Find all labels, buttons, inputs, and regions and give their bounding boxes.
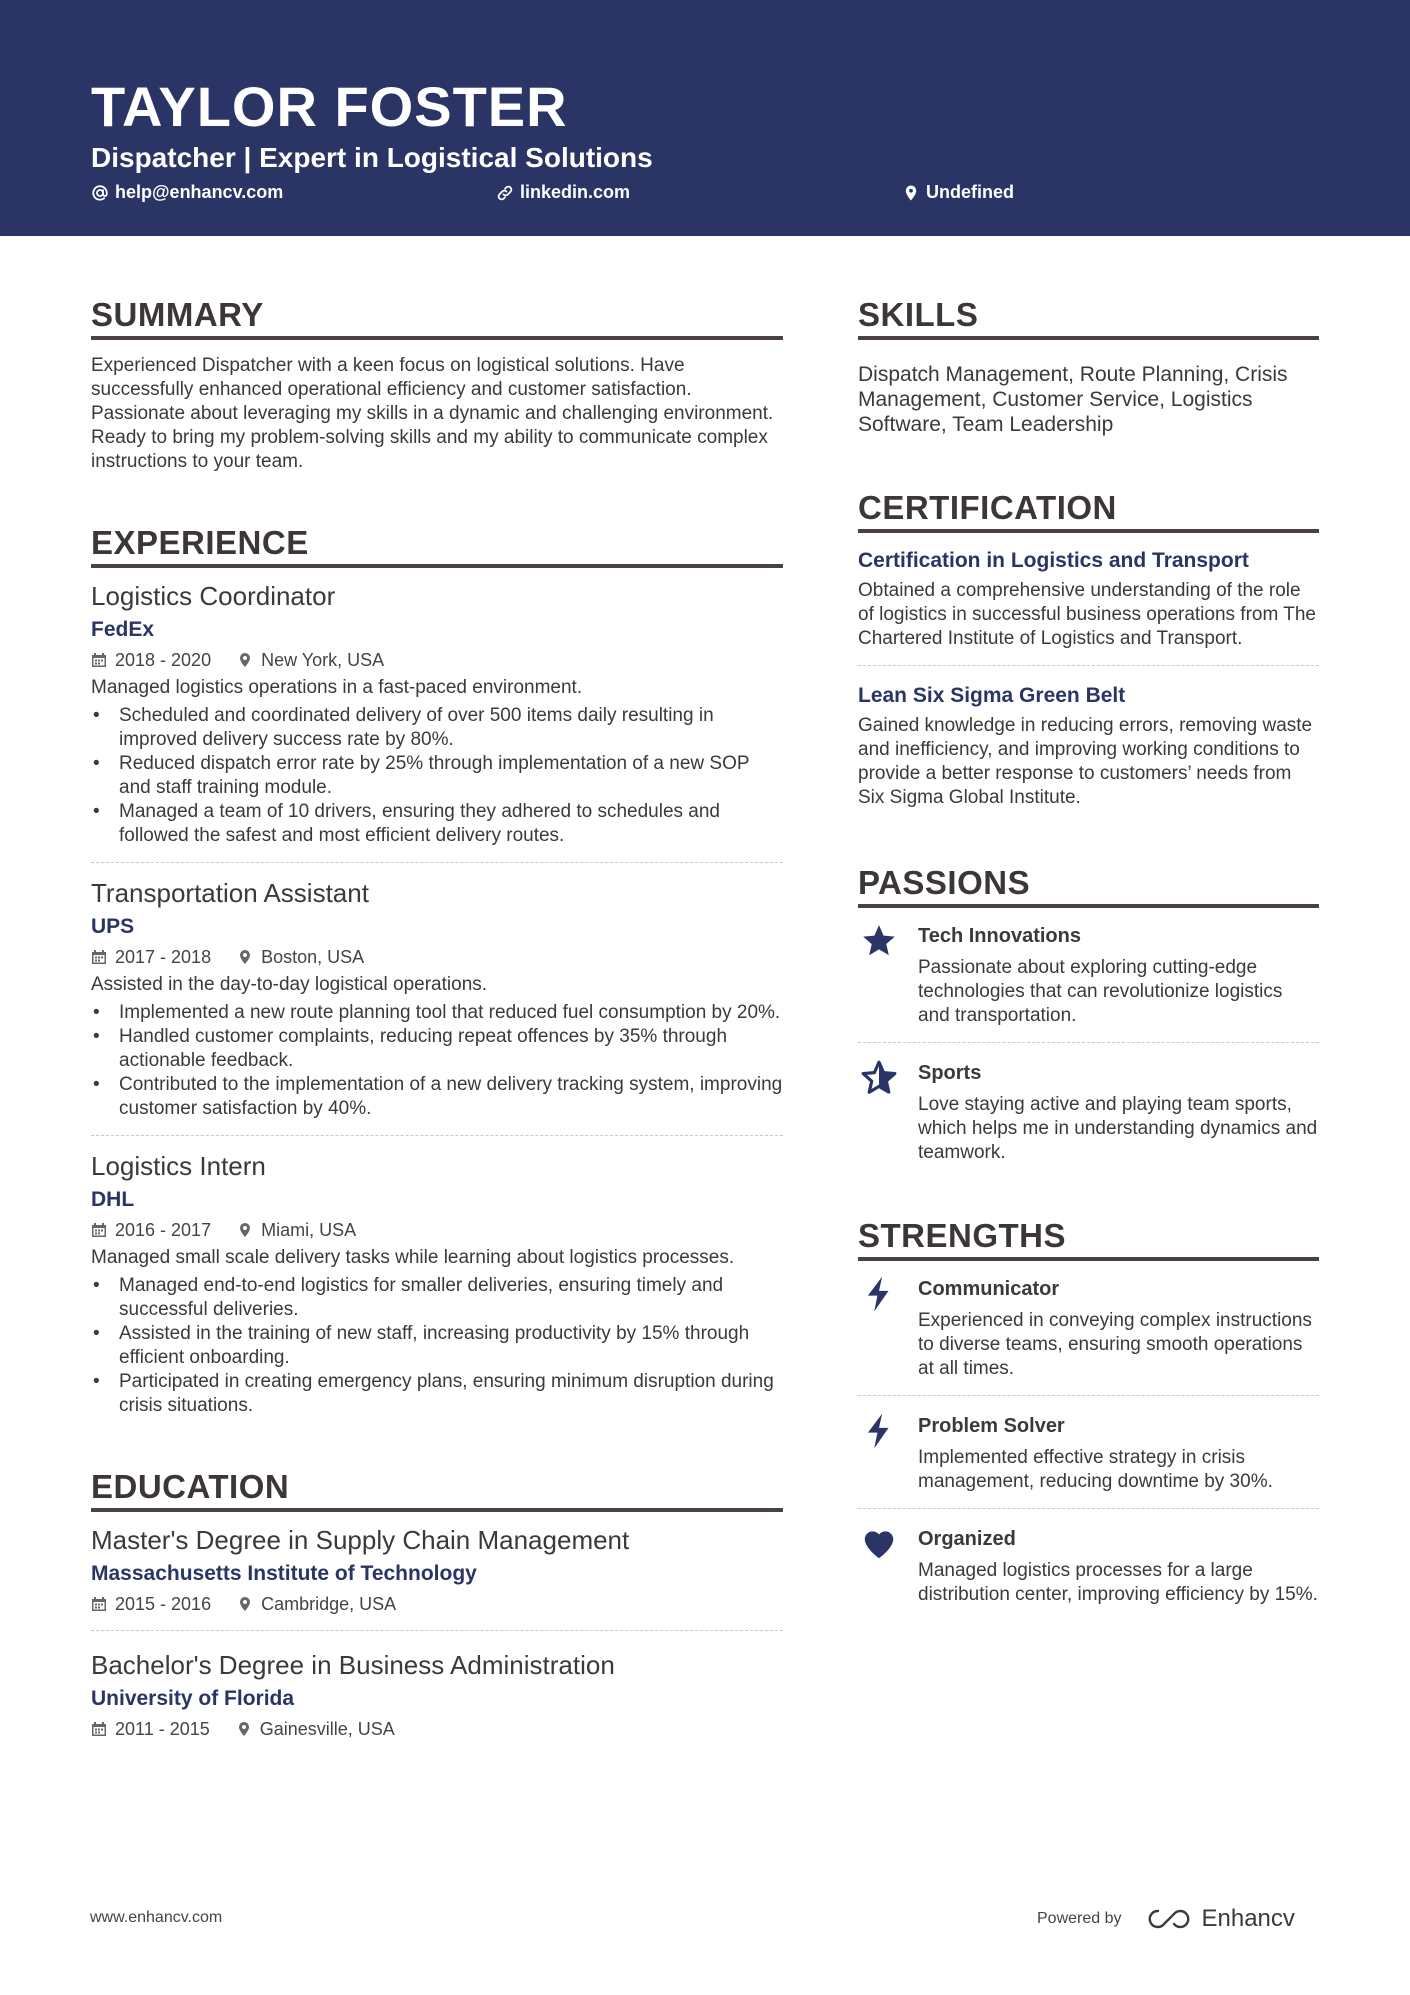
education-dates: 2015 - 2016 [115,1594,212,1614]
certification-title: Lean Six Sigma Green Belt [858,684,1126,707]
job-location: Boston, USA [261,947,365,967]
right-column [858,296,1319,1621]
bullet-item: • Scheduled and coordinated delivery of over 500 items daily resulting in improved delivery success rate by 80%. [91,704,783,752]
strength-entry [858,1395,1319,1508]
summary-section [91,296,783,474]
link-icon [496,184,514,202]
job-entry [91,580,783,862]
job-dates: 2016 - 2017 [115,1220,212,1240]
contact-linkedin[interactable] [496,182,630,203]
education-meta [91,1717,783,1741]
certification-text: Obtained a comprehensive understanding of the role of logistics in successful business operations from The Chartered Institute of Logistics and Transport. [858,580,1316,649]
education-location: Cambridge, USA [261,1594,397,1614]
education-heading: EDUCATION [91,1468,783,1512]
footer-website[interactable]: www.enhancv.com [90,1909,223,1926]
certification-section [858,489,1319,824]
strength-text: Managed logistics processes for a large distribution center, improving efficiency by 15%. [918,1560,1318,1605]
bullet-item: • Managed a team of 10 drivers, ensuring they adhered to schedules and followed the safest and most efficient delivery routes. [91,800,783,848]
certification-entry [858,665,1319,824]
bullet-item: • Assisted in the training of new staff, increasing productivity by 15% through efficient onboarding. [91,1322,783,1370]
education-dates: 2011 - 2015 [115,1719,210,1739]
bullet-item: • Handled customer complaints, reducing repeat offences by 35% through actionable feedback. [91,1025,783,1073]
strengths-heading: STRENGTHS [858,1217,1319,1261]
strength-entry [858,1508,1319,1621]
job-title: Logistics Coordinator [91,581,336,611]
certification-entry [858,547,1319,665]
contact-email[interactable] [91,182,283,203]
lightning-icon [860,1275,898,1313]
passions-section [858,864,1319,1179]
calendar-icon [91,1222,107,1238]
passion-entry [858,1042,1319,1179]
powered-by-text: Powered by [1037,1910,1122,1927]
school-name: Massachusetts Institute of Technology [91,1562,477,1585]
passion-title: Sports [918,1062,982,1084]
candidate-title: Dispatcher | Expert in Logistical Solutions [91,142,653,173]
job-title: Transportation Assistant [91,878,369,908]
bullet-item: • Implemented a new route planning tool that reduced fuel consumption by 20%. [91,1001,783,1025]
job-meta [91,648,783,672]
job-description: Assisted in the day-to-day logistical operations. [91,974,488,995]
education-meta [91,1592,783,1616]
company-name: FedEx [91,618,155,641]
lightning-icon [860,1412,898,1450]
bullet-item: • Managed end-to-end logistics for smaller deliveries, ensuring timely and successful deliveries. [91,1274,783,1322]
bullet-item: • Participated in creating emergency plans, ensuring minimum disruption during crisis situations. [91,1370,783,1418]
company-name: UPS [91,915,135,938]
skills-section [858,296,1319,437]
location-pin-icon [237,652,253,668]
job-title: Logistics Intern [91,1151,266,1181]
location-text: Undefined [926,182,1014,202]
footer-branding [1037,1905,1295,1933]
degree-title: Master's Degree in Supply Chain Management [91,1525,630,1555]
heart-icon [860,1525,898,1563]
location-pin-icon [237,1222,253,1238]
brand-name: Enhancv [1201,1905,1295,1932]
calendar-icon [91,949,107,965]
location-pin-icon [237,1596,253,1612]
job-dates: 2017 - 2018 [115,947,212,967]
degree-title: Bachelor's Degree in Business Administration [91,1650,615,1680]
company-name: DHL [91,1188,135,1211]
strength-title: Communicator [918,1278,1060,1300]
job-bullets [91,1001,783,1121]
bullet-item: • Contributed to the implementation of a new delivery tracking system, improving customer satisfaction by 40%. [91,1073,783,1121]
job-location: Miami, USA [261,1220,357,1240]
candidate-name: TAYLOR FOSTER [91,75,568,138]
linkedin-text: linkedin.com [520,182,631,202]
bullet-item: • Reduced dispatch error rate by 25% through implementation of a new SOP and staff training module. [91,752,783,800]
certification-heading: CERTIFICATION [858,489,1319,533]
job-meta [91,1218,783,1242]
job-entry [91,862,783,1135]
strengths-section [858,1217,1319,1621]
certification-text: Gained knowledge in reducing errors, removing waste and inefficiency, and improving working conditions to provide a better response to customers’ needs from Six Sigma Global Institute. [858,715,1313,808]
calendar-icon [91,1721,107,1737]
skills-heading: SKILLS [858,296,1319,340]
job-description: Managed small scale delivery tasks while learning about logistics processes. [91,1247,735,1268]
strength-title: Organized [918,1528,1016,1550]
education-section [91,1468,783,1755]
skills-text: Dispatch Management, Route Planning, Crisis Management, Customer Service, Logistics Software, Team Leadership [858,363,1288,436]
passions-heading: PASSIONS [858,864,1319,908]
passion-text: Love staying active and playing team sports, which helps me in understanding dynamics and teamwork. [918,1094,1318,1163]
passion-title: Tech Innovations [918,925,1081,947]
strength-title: Problem Solver [918,1415,1065,1437]
email-text: help@enhancv.com [115,182,284,202]
enhancv-logo[interactable] [1146,1905,1295,1933]
job-location: New York, USA [261,650,385,670]
enhancv-logo-icon [1146,1907,1192,1931]
certification-title: Certification in Logistics and Transport [858,549,1249,572]
education-location: Gainesville, USA [259,1719,395,1739]
job-dates: 2018 - 2020 [115,650,212,670]
strength-entry [858,1275,1319,1395]
header-banner [0,0,1410,236]
education-entry [91,1524,783,1630]
location-pin-icon [237,949,253,965]
experience-section [91,524,783,1432]
school-name: University of Florida [91,1687,295,1710]
location-pin-icon [902,184,920,202]
passion-text: Passionate about exploring cutting-edge technologies that can revolutionize logistics and transportation. [918,957,1283,1026]
job-bullets [91,1274,783,1418]
job-bullets [91,704,783,848]
star-icon [860,922,898,960]
star-outline-icon [860,1059,898,1097]
location-pin-icon [236,1721,252,1737]
calendar-icon [91,1596,107,1612]
left-column [91,296,783,1755]
contact-location [902,182,1014,203]
at-icon [91,184,109,202]
calendar-icon [91,652,107,668]
strength-text: Experienced in conveying complex instructions to diverse teams, ensuring smooth operations at all times. [918,1310,1312,1379]
job-entry [91,1135,783,1432]
job-meta [91,945,783,969]
passion-entry [858,922,1319,1042]
summary-text: Experienced Dispatcher with a keen focus on logistical solutions. Have successfully enhanced operational efficiency and customer satisfaction. Passionate about leveraging my skills in a dynamic and challenging environment. Ready to bring my problem-solving skills and my ability to communicate complex instructions to your team. [91,355,774,472]
strength-text: Implemented effective strategy in crisis management, reducing downtime by 30%. [918,1447,1273,1492]
education-entry [91,1630,783,1755]
experience-heading: EXPERIENCE [91,524,783,568]
job-description: Managed logistics operations in a fast-paced environment. [91,677,583,698]
summary-heading: SUMMARY [91,296,783,340]
